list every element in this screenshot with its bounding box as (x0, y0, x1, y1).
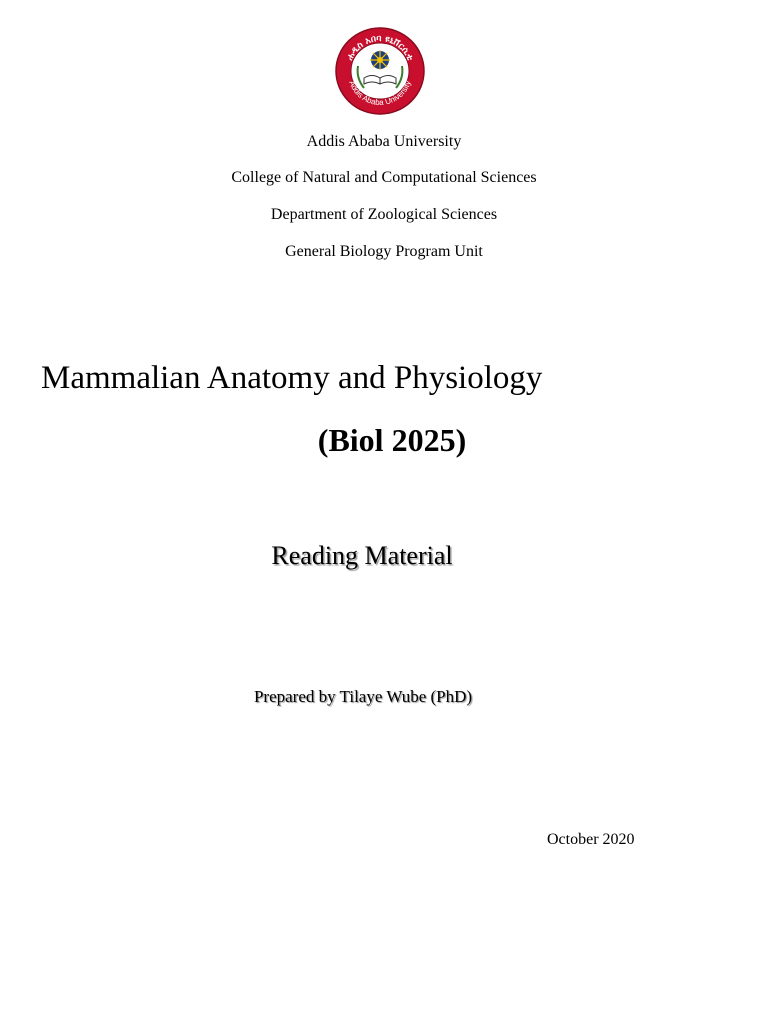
university-name: Addis Ababa University (306, 133, 462, 150)
department-name: Department of Zoological Sciences (270, 206, 498, 223)
seal-top-text: ሐዲስ አበባ ዩኒቨርሲቲ (345, 33, 415, 63)
publication-date: October 2020 (547, 831, 635, 848)
course-title: Mammalian Anatomy and Physiology (41, 360, 543, 396)
material-type-heading: Reading Material (271, 541, 453, 570)
author-line: Prepared by Tilaye Wube (PhD) (253, 687, 473, 706)
course-code: (Biol 2025) (317, 422, 467, 458)
university-seal-icon (334, 26, 426, 116)
program-unit-name: General Biology Program Unit (285, 243, 483, 260)
college-name: College of Natural and Computational Sciences (231, 169, 537, 186)
seal-bottom-text: Addis Ababa University (347, 79, 413, 108)
